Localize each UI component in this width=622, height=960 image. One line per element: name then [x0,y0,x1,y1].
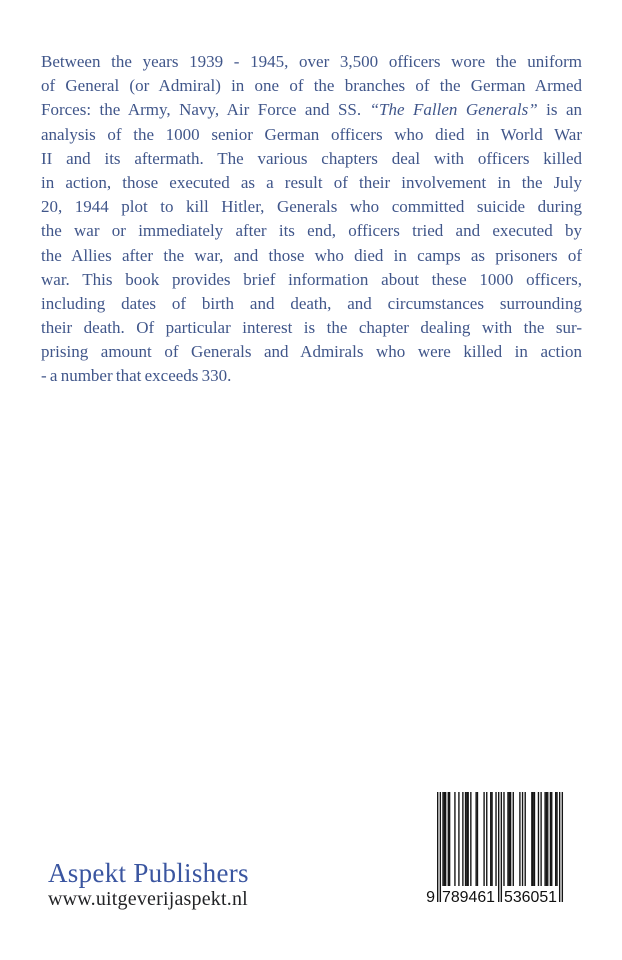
blurb-line [41,123,582,147]
blurb-text: prising amount of Generals and Admirals who were killed in action [41,342,582,362]
publisher-website: www.uitgeverijaspekt.nl [48,888,248,910]
publisher-block [48,858,249,910]
blurb-text: II and its aftermath. The various chapters deal with officers killed [41,148,582,168]
blurb-text: analysis of the 1000 senior German officers who died in World War [41,124,582,144]
barcode-digit-first: 9 [426,889,435,906]
blurb-text: is an [537,100,582,120]
blurb-line [41,171,582,195]
blurb-line [41,364,582,388]
blurb-italic-title: “The Fallen Generals” [369,100,538,120]
blurb-text: the war or immediately after its end, officers tried and executed by [41,221,582,241]
blurb-text: Between the years 1939 - 1945, over 3,500 officers wore the uniform [41,52,582,71]
blurb-text: 20, 1944 plot to kill Hitler, Generals who committed suicide during [41,197,582,217]
blurb-text: of General (or Admiral) in one of the branches of the German Armed [41,76,582,96]
blurb-text: in action, those executed as a result of their involvement in the July [41,172,582,192]
blurb-text: their death. Of particular interest is the chapter dealing with the sur- [41,318,582,338]
blurb-line [41,74,582,98]
blurb-text: including dates of birth and death, and circumstances surrounding [41,293,582,313]
blurb-line [41,219,582,243]
barcode-bars [437,792,563,902]
blurb-line [41,244,582,268]
blurb-line [41,195,582,219]
blurb-line [41,268,582,292]
blurb-line [41,50,582,74]
publisher-name: Aspekt Publishers [48,858,249,888]
blurb-line [41,98,582,122]
barcode-digits-left: 789461 [442,889,496,906]
blurb-line [41,316,582,340]
blurb-line [41,147,582,171]
barcode-digits-right: 536051 [504,889,558,906]
blurb-line [41,340,582,364]
blurb-text: the Allies after the war, and those who died in camps as prisoners of [41,245,582,265]
blurb-text: Forces: the Army, Navy, Air Force and SS. [41,100,370,120]
blurb-text: - a number that exceeds 330. [41,366,232,386]
blurb-paragraph [41,50,582,389]
blurb-line [41,292,582,316]
barcode [423,789,571,907]
blurb-text: war. This book provides brief information about these 1000 officers, [41,269,582,289]
